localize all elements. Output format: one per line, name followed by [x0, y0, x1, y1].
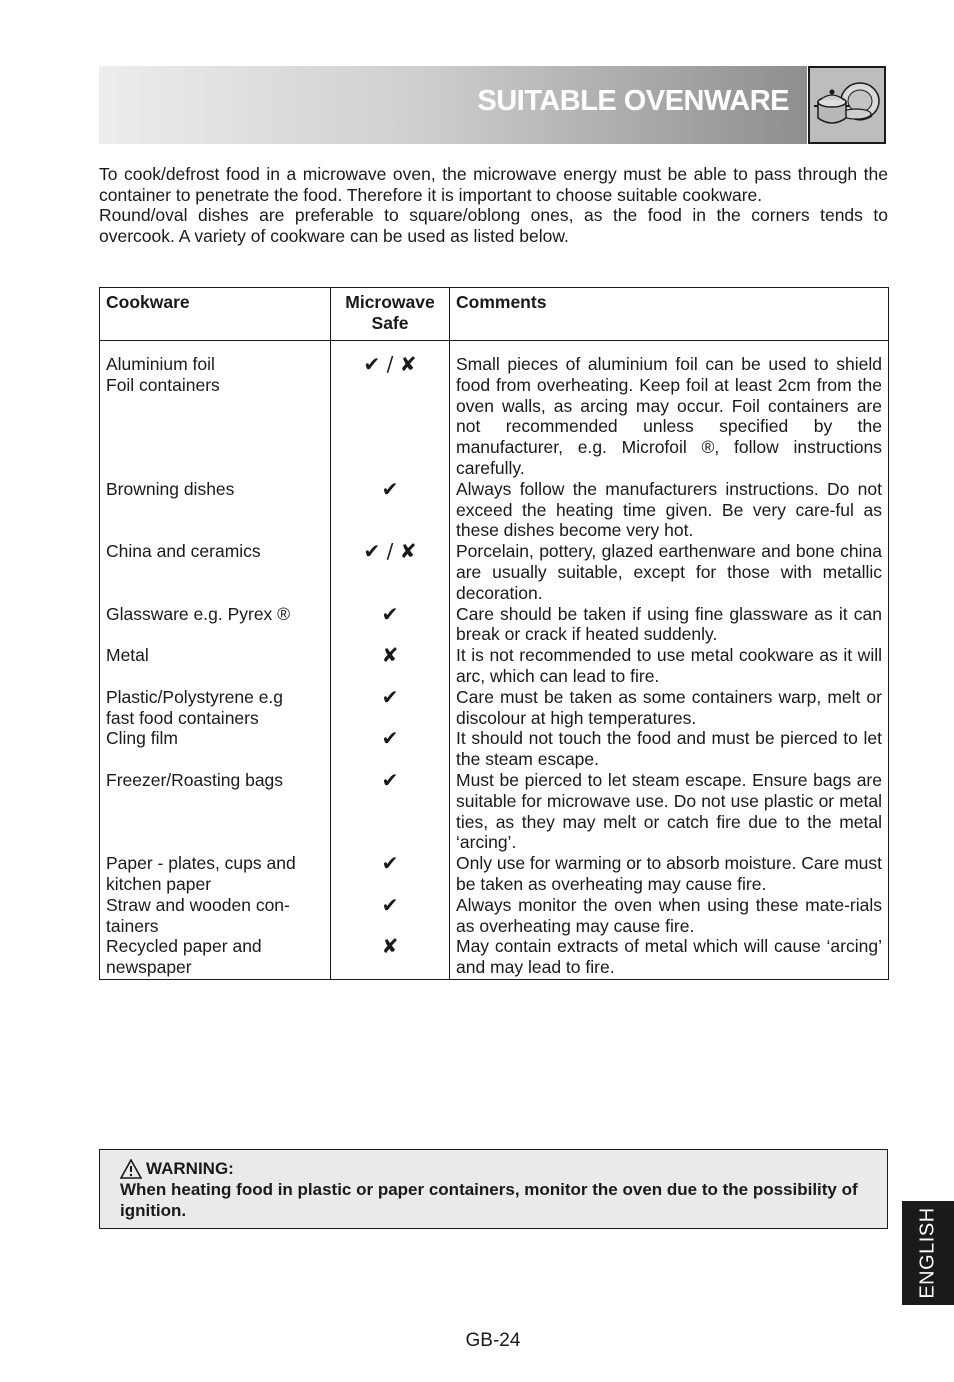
cookware-name: Plastic/Polystyrene e.g	[106, 686, 284, 707]
table-row	[100, 341, 889, 479]
cookware-name: kitchen paper	[106, 873, 212, 894]
comment-cell: Only use for warming or to absorb moisture. Care must be taken as overheating may cause fire.	[450, 853, 889, 895]
cookware-cell	[100, 341, 331, 479]
table-row	[100, 853, 889, 895]
safe-cell	[331, 476, 450, 541]
comment-cell: It should not touch the food and must be pierced to let the steam escape.	[450, 728, 889, 770]
cookware-name: Foil containers	[106, 374, 220, 395]
safe-mark: ✔	[381, 684, 399, 709]
cookware-cell	[100, 936, 331, 979]
cookware-cell	[100, 895, 331, 937]
table-row	[100, 936, 889, 979]
cookware-table	[99, 287, 889, 980]
cookware-cell	[100, 728, 331, 770]
safe-mark: ✔ / ✘	[363, 352, 417, 376]
table-header-row	[100, 288, 889, 341]
comment-cell: Must be pierced to let steam escape. Ensure bags are suitable for microwave use. Do not use plastic or metal ties, as they may melt or catch fire due to the metal ‘arcing’.	[450, 770, 889, 853]
comment-cell: Care should be taken if using fine glassware as it can break or crack if heated suddenly.	[450, 604, 889, 646]
safe-mark: ✔	[381, 767, 399, 792]
safe-cell	[331, 892, 450, 937]
safe-mark: ✘	[381, 934, 399, 959]
safe-cell	[331, 601, 450, 646]
safe-cell	[331, 936, 450, 979]
warning-triangle-icon	[120, 1159, 142, 1179]
comment-cell: It is not recommended to use metal cookware as it will arc, which can lead to fire.	[450, 645, 889, 687]
header-microwave-safe	[331, 288, 450, 341]
cookware-cell	[100, 604, 331, 646]
table-row	[100, 728, 889, 770]
table-row	[100, 770, 889, 853]
title-bar	[99, 66, 807, 144]
warning-heading	[120, 1158, 867, 1179]
safe-mark: ✔	[381, 476, 399, 501]
cookware-name: Cling film	[106, 728, 178, 749]
header-cookware: Cookware	[100, 288, 331, 341]
warning-text: When heating food in plastic or paper containers, monitor the oven due to the possibility of ignition.	[120, 1180, 858, 1220]
safe-cell	[331, 853, 450, 895]
cookware-name: tainers	[106, 915, 159, 936]
safe-mark: ✘	[381, 643, 399, 668]
comment-cell: Small pieces of aluminium foil can be used to shield food from overheating. Keep foil at least 2cm from the oven walls, as arcing may occur. Foil containers are not recommended unless specified by the manufacturer, e.g. Microfoil ®, follow instructions carefully.	[450, 341, 889, 479]
safe-cell	[331, 541, 450, 603]
intro-text	[99, 164, 888, 246]
table-row	[100, 541, 889, 603]
warning-box	[99, 1149, 888, 1229]
cookware-name: fast food containers	[106, 707, 259, 728]
safe-mark: ✔	[381, 601, 399, 626]
table-row	[100, 895, 889, 937]
table-row	[100, 479, 889, 541]
safe-mark: ✔	[381, 851, 399, 876]
table-row	[100, 645, 889, 687]
language-tab-label: ENGLISH	[916, 1207, 939, 1299]
cookware-name: Metal	[106, 645, 149, 666]
cookware-name: Freezer/Roasting bags	[106, 769, 284, 790]
cookware-cell	[100, 541, 331, 603]
safe-mark: ✔	[381, 892, 399, 917]
cookware-cell	[100, 853, 331, 895]
cookware-cell	[100, 687, 331, 729]
safe-cell	[331, 767, 450, 853]
cookware-name: China and ceramics	[106, 541, 261, 562]
header-microwave-safe-line2: Safe	[371, 312, 409, 333]
cookware-name: Straw and wooden con-	[106, 894, 290, 915]
safe-cell	[331, 684, 450, 729]
safe-mark: ✔ / ✘	[363, 539, 417, 564]
cookware-name: Browning dishes	[106, 478, 235, 499]
comment-cell: Porcelain, pottery, glazed earthenware and bone china are usually suitable, except for those with metallic decoration.	[450, 541, 889, 603]
safe-cell	[331, 645, 450, 687]
cookware-name: Aluminium foil	[106, 354, 215, 374]
page-number: GB-24	[465, 1330, 521, 1351]
comment-cell: May contain extracts of metal which will cause ‘arcing’ and may lead to fire.	[450, 936, 889, 979]
cookware-name: Glassware e.g. Pyrex ®	[106, 603, 291, 624]
safe-cell	[331, 728, 450, 770]
cookware-cell	[100, 770, 331, 853]
safe-mark: ✔	[381, 726, 399, 751]
warning-label: WARNING:	[146, 1159, 234, 1178]
comment-cell: Always monitor the oven when using these mate-rials as overheating may cause fire.	[450, 895, 889, 937]
intro-paragraph: To cook/defrost food in a microwave oven, the microwave energy must be able to pass through the container to penetrate the food. Therefore it is important to choose suitable cookware.	[99, 164, 888, 205]
cookware-name: Recycled paper and	[106, 936, 262, 957]
comment-cell: Always follow the manufacturers instructions. Do not exceed the heating time given. Be very care-ful as these dishes become very hot.	[450, 479, 889, 541]
cookware-cell	[100, 479, 331, 541]
comment-cell: Care must be taken as some containers warp, melt or discolour at high temperatures.	[450, 687, 889, 729]
page-title: SUITABLE OVENWARE	[477, 85, 789, 117]
cookware-cell	[100, 645, 331, 687]
cookware-name: Paper - plates, cups and	[106, 853, 296, 874]
header-microwave-safe-line1: Microwave	[345, 292, 435, 312]
table-row	[100, 687, 889, 729]
safe-cell	[331, 341, 450, 479]
header-comments: Comments	[450, 288, 889, 341]
table-row	[100, 604, 889, 646]
language-tab	[902, 1201, 954, 1305]
intro-paragraph: Round/oval dishes are preferable to square/oblong ones, as the food in the corners tends to overcook. A variety of cookware can be used as listed below.	[99, 205, 888, 246]
cookware-pots-icon	[808, 66, 886, 144]
cookware-name: newspaper	[106, 957, 192, 978]
